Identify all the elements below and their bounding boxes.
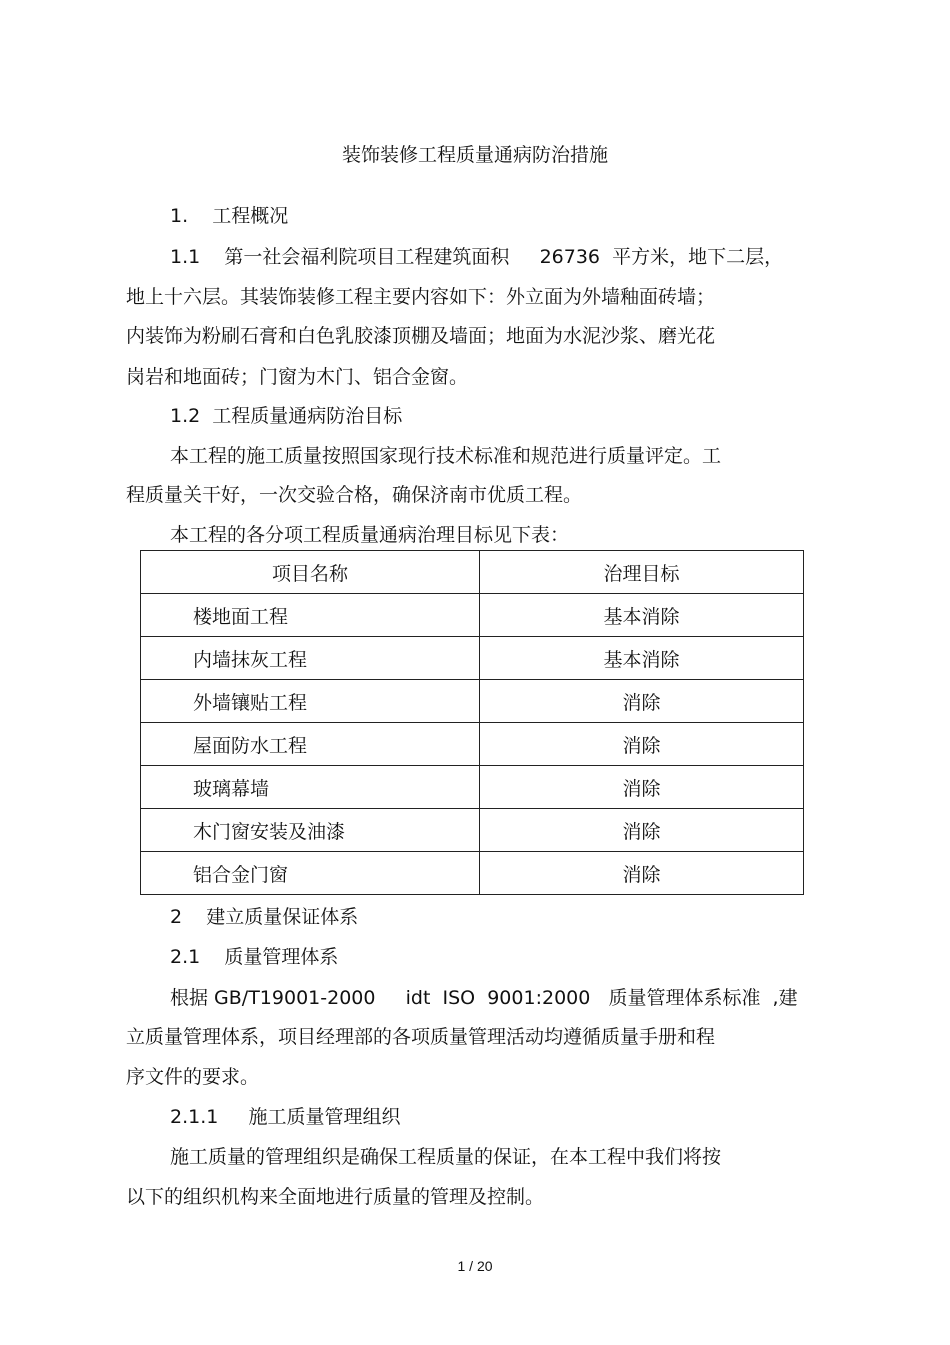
paragraph-2-1-line-1: 根据 GB/T19001-2000 idt ISO 9001:2000 质量管理体系标准 ,建 — [170, 987, 798, 1009]
table-header-row — [141, 551, 804, 594]
paragraph-1-2-line-1: 本工程的施工质量按照国家现行技术标准和规范进行质量评定。工 — [170, 445, 722, 467]
table-row — [141, 594, 804, 637]
section-2-1-1-heading: 2.1.1 施工质量管理组织 — [170, 1106, 401, 1128]
quality-targets-table — [140, 550, 804, 895]
goal-cell: 基本消除 — [480, 637, 804, 680]
section-1-2-heading: 1.2 工程质量通病防治目标 — [170, 405, 403, 427]
item-name-cell: 木门窗安装及油漆 — [141, 809, 480, 852]
column-header-item: 项目名称 — [141, 551, 480, 594]
goal-cell: 消除 — [480, 809, 804, 852]
section-2-1-heading: 2.1 质量管理体系 — [170, 946, 339, 968]
document-title: 装饰装修工程质量通病防治措施 — [341, 144, 608, 166]
item-name-cell: 外墙镶贴工程 — [141, 680, 480, 723]
section-1-heading: 1. 工程概况 — [170, 205, 289, 227]
item-name-cell: 玻璃幕墙 — [141, 766, 480, 809]
goal-cell: 消除 — [480, 723, 804, 766]
table-row — [141, 637, 804, 680]
item-name-cell: 铝合金门窗 — [141, 852, 480, 895]
column-header-goal: 治理目标 — [480, 551, 804, 594]
item-name-cell: 内墙抹灰工程 — [141, 637, 480, 680]
paragraph-1-1-line-3: 内装饰为粉刷石膏和白色乳胶漆顶棚及墙面；地面为水泥沙浆、磨光花 — [126, 325, 716, 347]
paragraph-1-1-line-4: 岗岩和地面砖；门窗为木门、铝合金窗。 — [126, 366, 469, 388]
paragraph-1-2-line-2: 程质量关干好，一次交验合格，确保济南市优质工程。 — [126, 484, 583, 506]
table-row — [141, 680, 804, 723]
paragraph-1-2-line-3: 本工程的各分项工程质量通病治理目标见下表： — [170, 524, 570, 546]
goal-cell: 消除 — [480, 852, 804, 895]
paragraph-1-1-line-2: 地上十六层。其装饰装修工程主要内容如下：外立面为外墙釉面砖墙； — [126, 286, 716, 308]
paragraph-2-1-1-line-1: 施工质量的管理组织是确保工程质量的保证，在本工程中我们将按 — [170, 1146, 722, 1168]
paragraph-2-1-line-3: 序文件的要求。 — [126, 1066, 260, 1088]
goal-cell: 基本消除 — [480, 594, 804, 637]
goal-cell: 消除 — [480, 680, 804, 723]
table-row — [141, 852, 804, 895]
paragraph-2-1-1-line-2: 以下的组织机构来全面地进行质量的管理及控制。 — [126, 1186, 545, 1208]
goal-cell: 消除 — [480, 766, 804, 809]
table-row — [141, 723, 804, 766]
page-number-indicator: 1 / 20 — [457, 1258, 493, 1274]
table-row — [141, 809, 804, 852]
paragraph-1-1-line-1: 1.1 第一社会福利院项目工程建筑面积 26736 平方米，地下二层， — [170, 246, 784, 268]
section-2-heading: 2 建立质量保证体系 — [170, 906, 359, 928]
item-name-cell: 屋面防水工程 — [141, 723, 480, 766]
table-row — [141, 766, 804, 809]
item-name-cell: 楼地面工程 — [141, 594, 480, 637]
paragraph-2-1-line-2: 立质量管理体系，项目经理部的各项质量管理活动均遵循质量手册和程 — [126, 1026, 716, 1048]
